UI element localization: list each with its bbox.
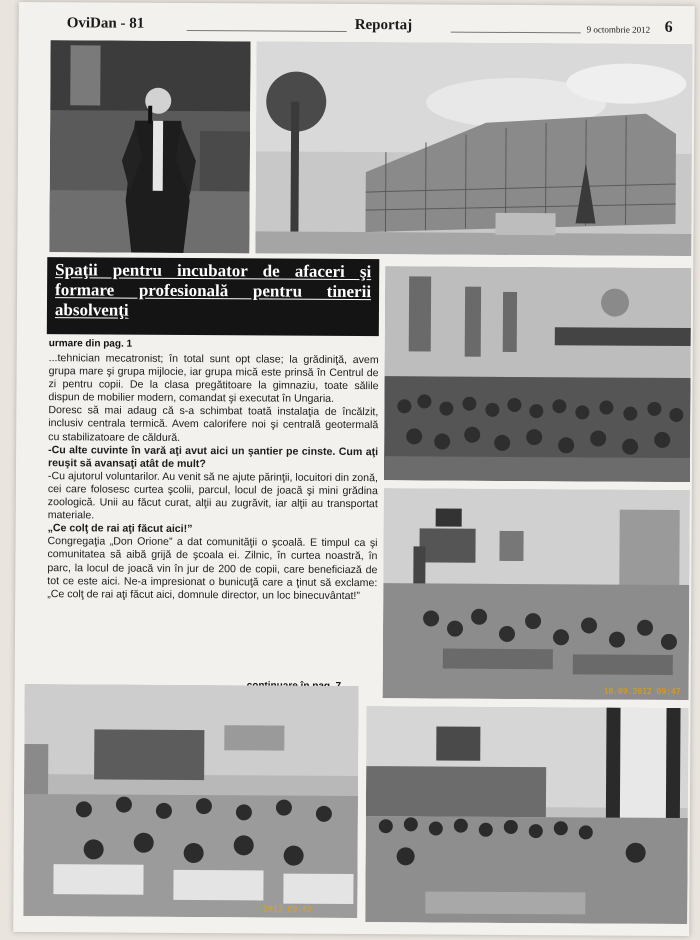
photo-classroom-1 bbox=[383, 488, 690, 700]
photo-building bbox=[255, 41, 692, 256]
subheading: „Ce colţ de rai aţi făcut aici!” bbox=[47, 522, 193, 536]
photo-timestamp: 2012 09:43 bbox=[263, 904, 312, 914]
paragraph: Doresc să mai adaug că s-a schimbat toată instalaţia de încălzit, inclusiv centrala termică. Avem calorifere noi şi centrală geotermală cu stabilizatoare de căldură. bbox=[48, 404, 379, 444]
section-title: Reportaj bbox=[354, 16, 413, 34]
interview-question: -Cu alte cuvinte în vară aţi avut aici un şantier pe cinste. Cum aţi reuşit să avansaţi atât de mult? bbox=[47, 443, 379, 470]
photo-speaker bbox=[49, 40, 250, 253]
paragraph: Congregaţia „Don Orione” a dat comunităţii o şcoală. E timpul ca şi comunitatea să aibă grijă de şcoala ei. Zilnic, în curtea noastră, în parc, la locul de joacă vin în jur de 200 de copii, care beneficiază de tot ce este aici. Ne-a impresionat o bunicuţă care a ţinut să exclame: „Ce colţ de rai aţi făcut aici, domnule director, un loc binecuvântat!” bbox=[47, 535, 378, 602]
paragraph: -Cu ajutorul voluntarilor. Au venit să ne ajute părinţii, locuitori din zonă, cei care folosesc curtea şcolii, parcul, locul de joacă şi mini grădina zoologică. Unii au făcut curat, alţii au zugrăvit, iar alţii au transportat materiale. bbox=[47, 469, 378, 522]
issue-date: 9 octombrie 2012 bbox=[586, 24, 651, 35]
photo-hall bbox=[384, 266, 691, 482]
continued-from-label: urmare din pag. 1 bbox=[48, 338, 133, 350]
publication-name: OviDan - 81 bbox=[66, 15, 145, 32]
photo-classroom-2 bbox=[23, 684, 358, 918]
photo-classroom-3 bbox=[365, 706, 688, 924]
newspaper-page bbox=[13, 2, 695, 936]
header-rule-right bbox=[451, 32, 581, 34]
article-title: Spaţii pentru incubator de afaceri şi formare profesională pentru tinerii absolvenţi bbox=[47, 257, 379, 336]
page-number: 6 bbox=[664, 18, 673, 36]
paragraph: ...tehnician mecatronist; în total sunt opt clase; la grădiniţă, avem grupa mare şi grupa mijlocie, iar grupa mică este prinsă în Centrul de zi pentru copii. De la clasa pregătitoare la gimnaziu, toate sălile dispun de mobilier modern, comandat şi executat în Ungaria. bbox=[48, 352, 379, 406]
photo-timestamp: 18.09.2012 09:47 bbox=[603, 686, 681, 696]
header-rule-left bbox=[187, 30, 347, 32]
article-body bbox=[47, 352, 379, 603]
